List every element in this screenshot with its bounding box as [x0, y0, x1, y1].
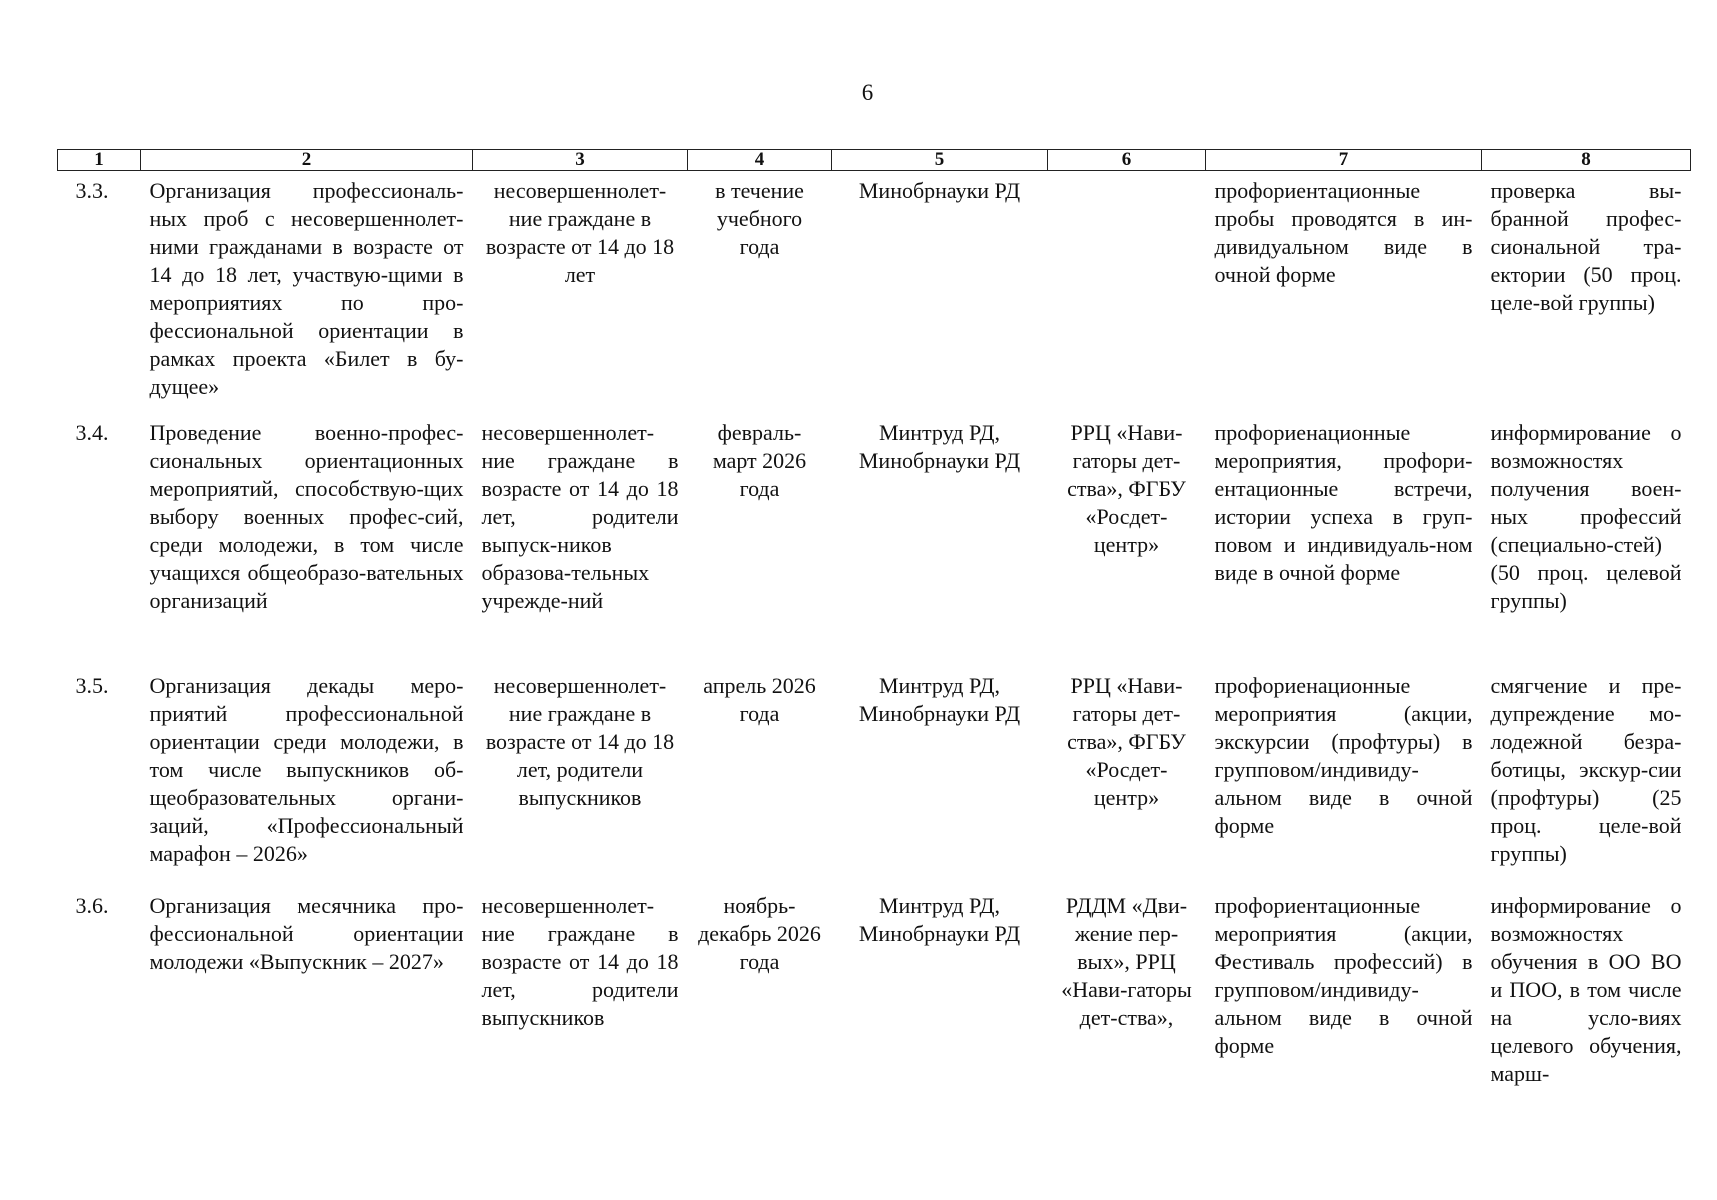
column-number-header: 3 — [473, 150, 688, 171]
table-row — [58, 171, 1691, 414]
column-number-header: 4 — [688, 150, 832, 171]
period: ноябрь-декабрь 2026 года — [698, 893, 821, 974]
activity-plan-table — [57, 149, 1691, 1092]
event-description: Организация месячника про-фессиональной ориентации молодежи «Выпускник – 2027» — [149, 893, 464, 974]
responsible: Минтруд РД, Минобрнауки РД — [858, 673, 1021, 726]
item-number: 3.6. — [75, 893, 109, 918]
column-number-header: 2 — [141, 150, 473, 171]
partners: РРЦ «Нави-гаторы дет-ства», ФГБУ «Росдет-центр» — [1067, 420, 1186, 557]
period: февраль-март 2026 года — [712, 420, 807, 501]
target-group: несовершеннолет-ние граждане в возрасте от 14 до 18 лет, родители выпускников — [481, 893, 679, 1030]
column-number-header: 5 — [832, 150, 1048, 171]
partners — [1048, 171, 1206, 414]
column-number-header: 8 — [1482, 150, 1691, 171]
expected-result: проверка вы-бранной профес-сиональной тра-ектории (50 проц. целе-вой группы) — [1490, 178, 1682, 315]
item-number: 3.4. — [75, 420, 109, 445]
partners: РРЦ «Нави-гаторы дет-ства», ФГБУ «Росдет-центр» — [1067, 673, 1186, 810]
responsible: Минтруд РД, Минобрнауки РД — [858, 420, 1021, 473]
column-number-header: 1 — [58, 150, 141, 171]
column-number-header: 7 — [1206, 150, 1482, 171]
partners: РДДМ «Дви-жение пер-вых», РРЦ «Нави-гаторы дет-ства», — [1061, 893, 1192, 1030]
target-group: несовершеннолет-ние граждане в возрасте от 14 до 18 лет — [485, 178, 675, 287]
period: апрель 2026 года — [703, 673, 816, 726]
item-number: 3.5. — [75, 673, 109, 698]
expected-result: информирование о возможностях получения воен-ных профессий (специально-стей) (50 проц. целевой группы) — [1490, 420, 1682, 613]
column-number-header: 6 — [1048, 150, 1206, 171]
expected-result: смягчение и пре-дупреждение мо-лодежной безра-ботицы, экскур-сии (профтуры) (25 проц. целе-вой группы) — [1490, 673, 1682, 866]
target-group: несовершеннолет-ние граждане в возрасте от 14 до 18 лет, родители выпуск-ников образова-тельных учрежде-ний — [481, 420, 679, 613]
page-number: 6 — [861, 80, 874, 105]
table-row — [58, 413, 1691, 666]
event-description: Организация декады меро-приятий профессиональной ориентации среди молодежи, в том числе выпускников об-щеобразовательных органи-заций, «Профессиональный марафон – 2026» — [149, 673, 464, 866]
expected-result: информирование о возможностях обучения в ОО ВО и ПОО, в том числе на усло-виях целевого обучения, марш- — [1490, 893, 1682, 1086]
target-group: несовершеннолет-ние граждане в возрасте от 14 до 18 лет, родители выпускников — [485, 673, 675, 810]
responsible: Минтруд РД, Минобрнауки РД — [858, 893, 1021, 946]
format: профориенационные мероприятия, профори-ентационные встречи, истории успеха в груп-повом и индивидуаль-ном виде в очной форме — [1214, 420, 1473, 585]
responsible: Минобрнауки РД — [858, 178, 1021, 203]
item-number: 3.3. — [75, 178, 109, 203]
format: профориентационные пробы проводятся в ин-дивидуальном виде в очной форме — [1214, 178, 1473, 287]
event-description: Организация профессиональ-ных проб с несовершеннолет-ними гражданами в возрасте от 14 до 18 лет, участвую-щими в мероприятиях по про-фессиональной ориентации в рамках проекта «Билет в бу-дущее» — [149, 178, 464, 399]
table-row — [58, 886, 1691, 1092]
format: профориенационные мероприятия (акции, экскурсии (профтуры) в групповом/индивиду-альном виде в очной форме — [1214, 673, 1473, 838]
column-number-header-row — [58, 150, 1691, 171]
period: в течение учебного года — [715, 178, 804, 259]
table-row — [58, 666, 1691, 886]
event-description: Проведение военно-профес-сиональных ориентационных мероприятий, способствую-щих выбору военных профес-сий, среди молодежи, в том числе учащихся общеобразо-вательных организаций — [149, 420, 464, 613]
format: профориентационные мероприятия (акции, Фестиваль профессий) в групповом/индивиду-альном виде в очной форме — [1214, 893, 1473, 1058]
